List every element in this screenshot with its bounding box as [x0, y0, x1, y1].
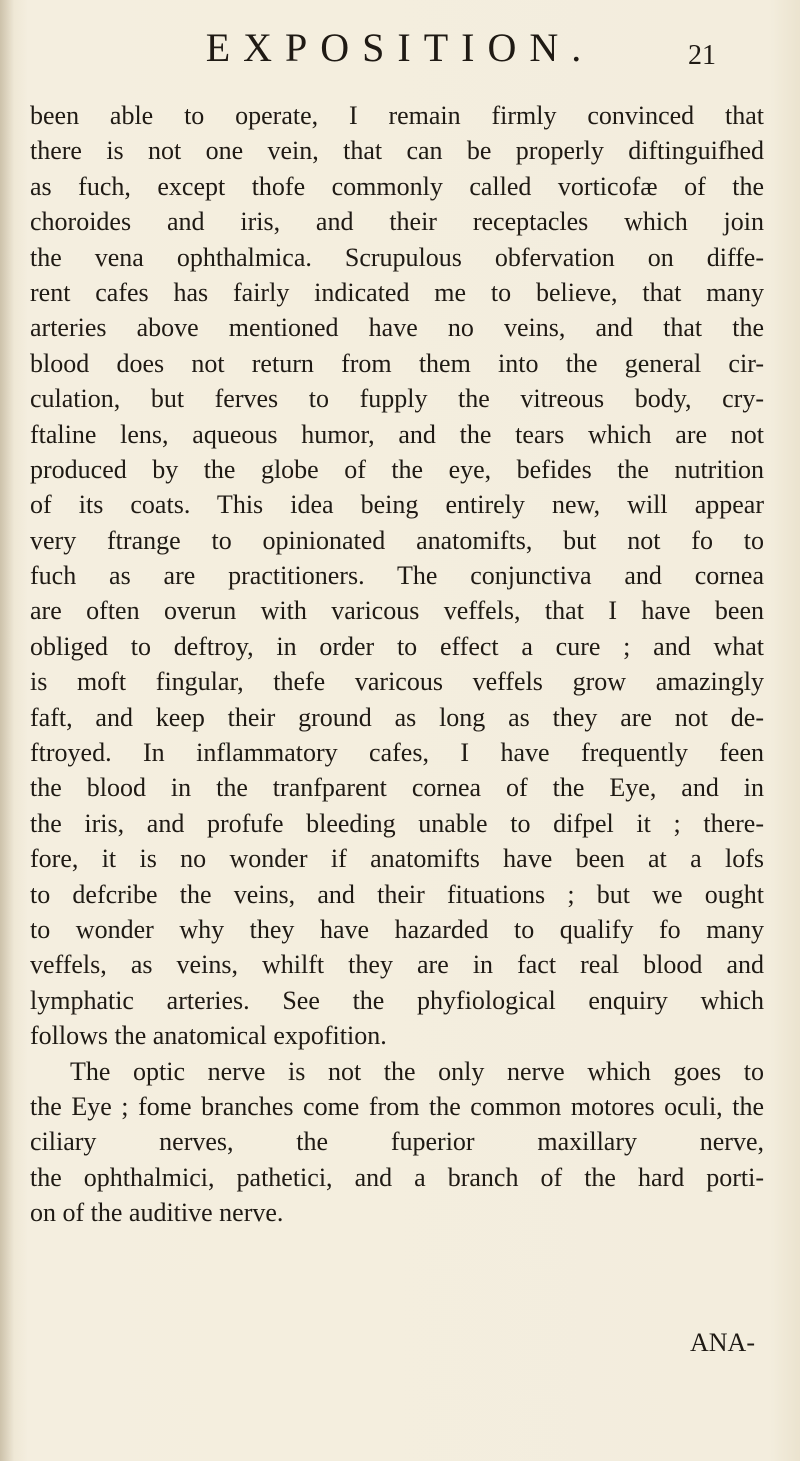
- text-line: of its coats. This idea being entirely new, will appear: [30, 490, 764, 520]
- text-line: ftaline lens, aqueous humor, and the tears which are not: [30, 419, 764, 449]
- text-line: are often overun with varicous veffels, that I have been: [30, 596, 764, 626]
- text-line: produced by the globe of the eye, befides the nutrition: [30, 454, 764, 484]
- text-line: to wonder why they have hazarded to qualify fo many: [30, 914, 764, 944]
- catchword: ANA-: [690, 1328, 755, 1357]
- text-line: there is not one vein, that can be properly diftinguifhed: [30, 136, 764, 166]
- text-line: choroides and iris, and their receptacles which join: [30, 207, 764, 237]
- text-line: veffels, as veins, whilft they are in fact real blood and: [30, 950, 764, 980]
- text-line: the blood in the tranfparent cornea of the Eye, and in: [30, 773, 764, 803]
- text-line: the vena ophthalmica. Scrupulous obfervation on diffe-: [30, 242, 764, 272]
- text-line: arteries above mentioned have no veins, and that the: [30, 313, 764, 343]
- text-line: on of the auditive nerve.: [30, 1198, 284, 1228]
- text-line: the Eye ; fome branches come from the common motores oculi, the ciliary nerves, the fuperior maxillary nerve,: [30, 1091, 764, 1157]
- text-line: fore, it is no wonder if anatomifts have been at a lofs: [30, 844, 764, 874]
- running-head: [0, 18, 800, 78]
- text-line: culation, but ferves to fupply the vitreous body, cry-: [30, 384, 764, 414]
- text-line: follows the anatomical expofition.: [30, 1021, 387, 1051]
- body-text: [30, 98, 764, 1231]
- gutter-shadow: [0, 0, 14, 1461]
- text-line: very ftrange to opinionated anatomifts, but not fo to: [30, 525, 764, 555]
- text-line: blood does not return from them into the general cir-: [30, 348, 764, 378]
- text-line: lymphatic arteries. See the phyfiological enquiry which: [30, 985, 764, 1015]
- text-line: to defcribe the veins, and their fituations ; but we ought: [30, 879, 764, 909]
- text-line: fuch as are practitioners. The conjunctiva and cornea: [30, 561, 764, 591]
- text-line: as fuch, except thofe commonly called vorticofæ of the: [30, 171, 764, 201]
- text-line: ftroyed. In inflammatory cafes, I have frequently feen: [30, 738, 764, 768]
- running-title: EXPOSITION.: [205, 25, 595, 70]
- text-line: the iris, and profufe bleeding unable to difpel it ; there-: [30, 808, 764, 838]
- text-line: the ophthalmici, pathetici, and a branch of the hard porti-: [30, 1162, 764, 1192]
- text-line: faft, and keep their ground as long as they are not de-: [30, 702, 764, 732]
- paragraph-start-line: The optic nerve is not the only nerve which goes to: [70, 1056, 764, 1086]
- text-line: obliged to deftroy, in order to effect a cure ; and what: [30, 631, 764, 661]
- text-line: rent cafes has fairly indicated me to believe, that many: [30, 277, 764, 307]
- page-number: 21: [688, 40, 716, 71]
- text-line: is moft fingular, thefe varicous veffels grow amazingly: [30, 667, 764, 697]
- text-line: been able to operate, I remain firmly convinced that: [30, 101, 764, 130]
